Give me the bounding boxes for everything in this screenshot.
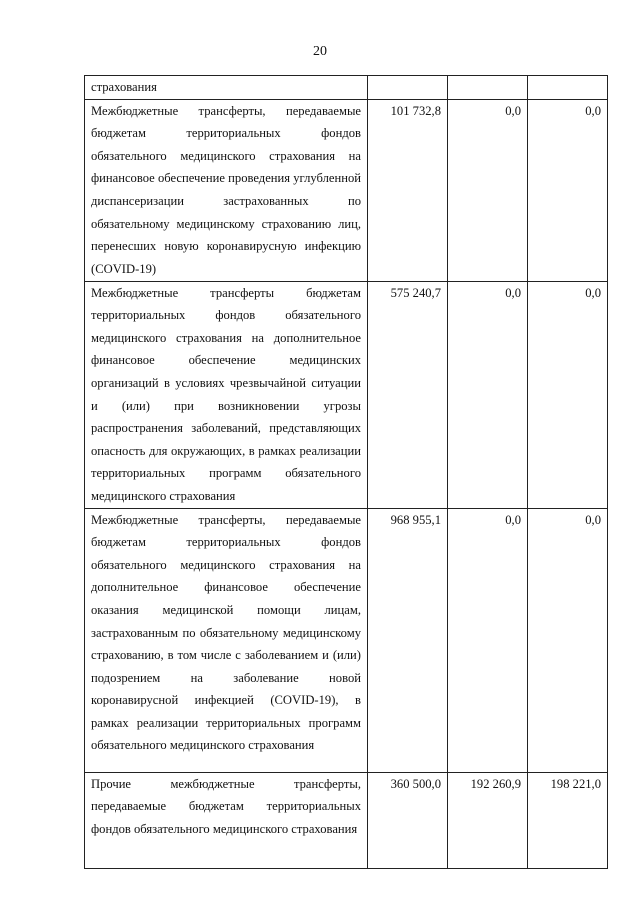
row-description: Межбюджетные трансферты, передаваемые бюджетам территориальных фондов обязательного медицинского страхования на финансовое обеспечение проведения углубленной диспансеризации застрахованных по обязательному медицинскому страхованию лиц, перенесших новую коронавирусную инфекцию (COVID-19) [85,99,368,281]
row-value-1: 575 240,7 [368,281,448,508]
row-value-2: 0,0 [448,99,528,281]
row-value-2: 192 260,9 [448,772,528,868]
row-value-3: 0,0 [528,99,608,281]
row-value-3: 0,0 [528,508,608,772]
row-description: Межбюджетные трансферты бюджетам территориальных фондов обязательного медицинского страхования на дополнительное финансовое обеспечение медицинских организаций в условиях чрезвычайной ситуации и (или) при возникновении угрозы распространения заболеваний, представляющих опасность для окружающих, в рамках реализации территориальных программ обязательного медицинского страхования [85,281,368,508]
row-description: Прочие межбюджетные трансферты, передаваемые бюджетам территориальных фондов обязательного медицинского страхования [85,772,368,868]
row-value-1 [368,76,448,100]
row-value-3: 0,0 [528,281,608,508]
row-value-1: 968 955,1 [368,508,448,772]
row-value-2: 0,0 [448,281,528,508]
row-value-3: 198 221,0 [528,772,608,868]
row-value-2 [448,76,528,100]
row-value-2: 0,0 [448,508,528,772]
row-value-1: 360 500,0 [368,772,448,868]
table-row [85,508,608,772]
table-row [85,99,608,281]
row-description: Межбюджетные трансферты, передаваемые бюджетам территориальных фондов обязательного медицинского страхования на дополнительное финансовое обеспечение оказания медицинской помощи лицам, застрахованным по обязательному медицинскому страхованию, в том числе с заболеванием и (или) подозрением на заболевание новой коронавирусной инфекцией (COVID-19), в рамках реализации территориальных программ обязательного медицинского страхования [85,508,368,772]
budget-table [84,75,608,869]
row-value-3 [528,76,608,100]
row-value-1: 101 732,8 [368,99,448,281]
page-number: 20 [313,44,327,59]
table-row [85,76,608,100]
row-description: страхования [85,76,368,100]
table-row [85,772,608,868]
table-row [85,281,608,508]
